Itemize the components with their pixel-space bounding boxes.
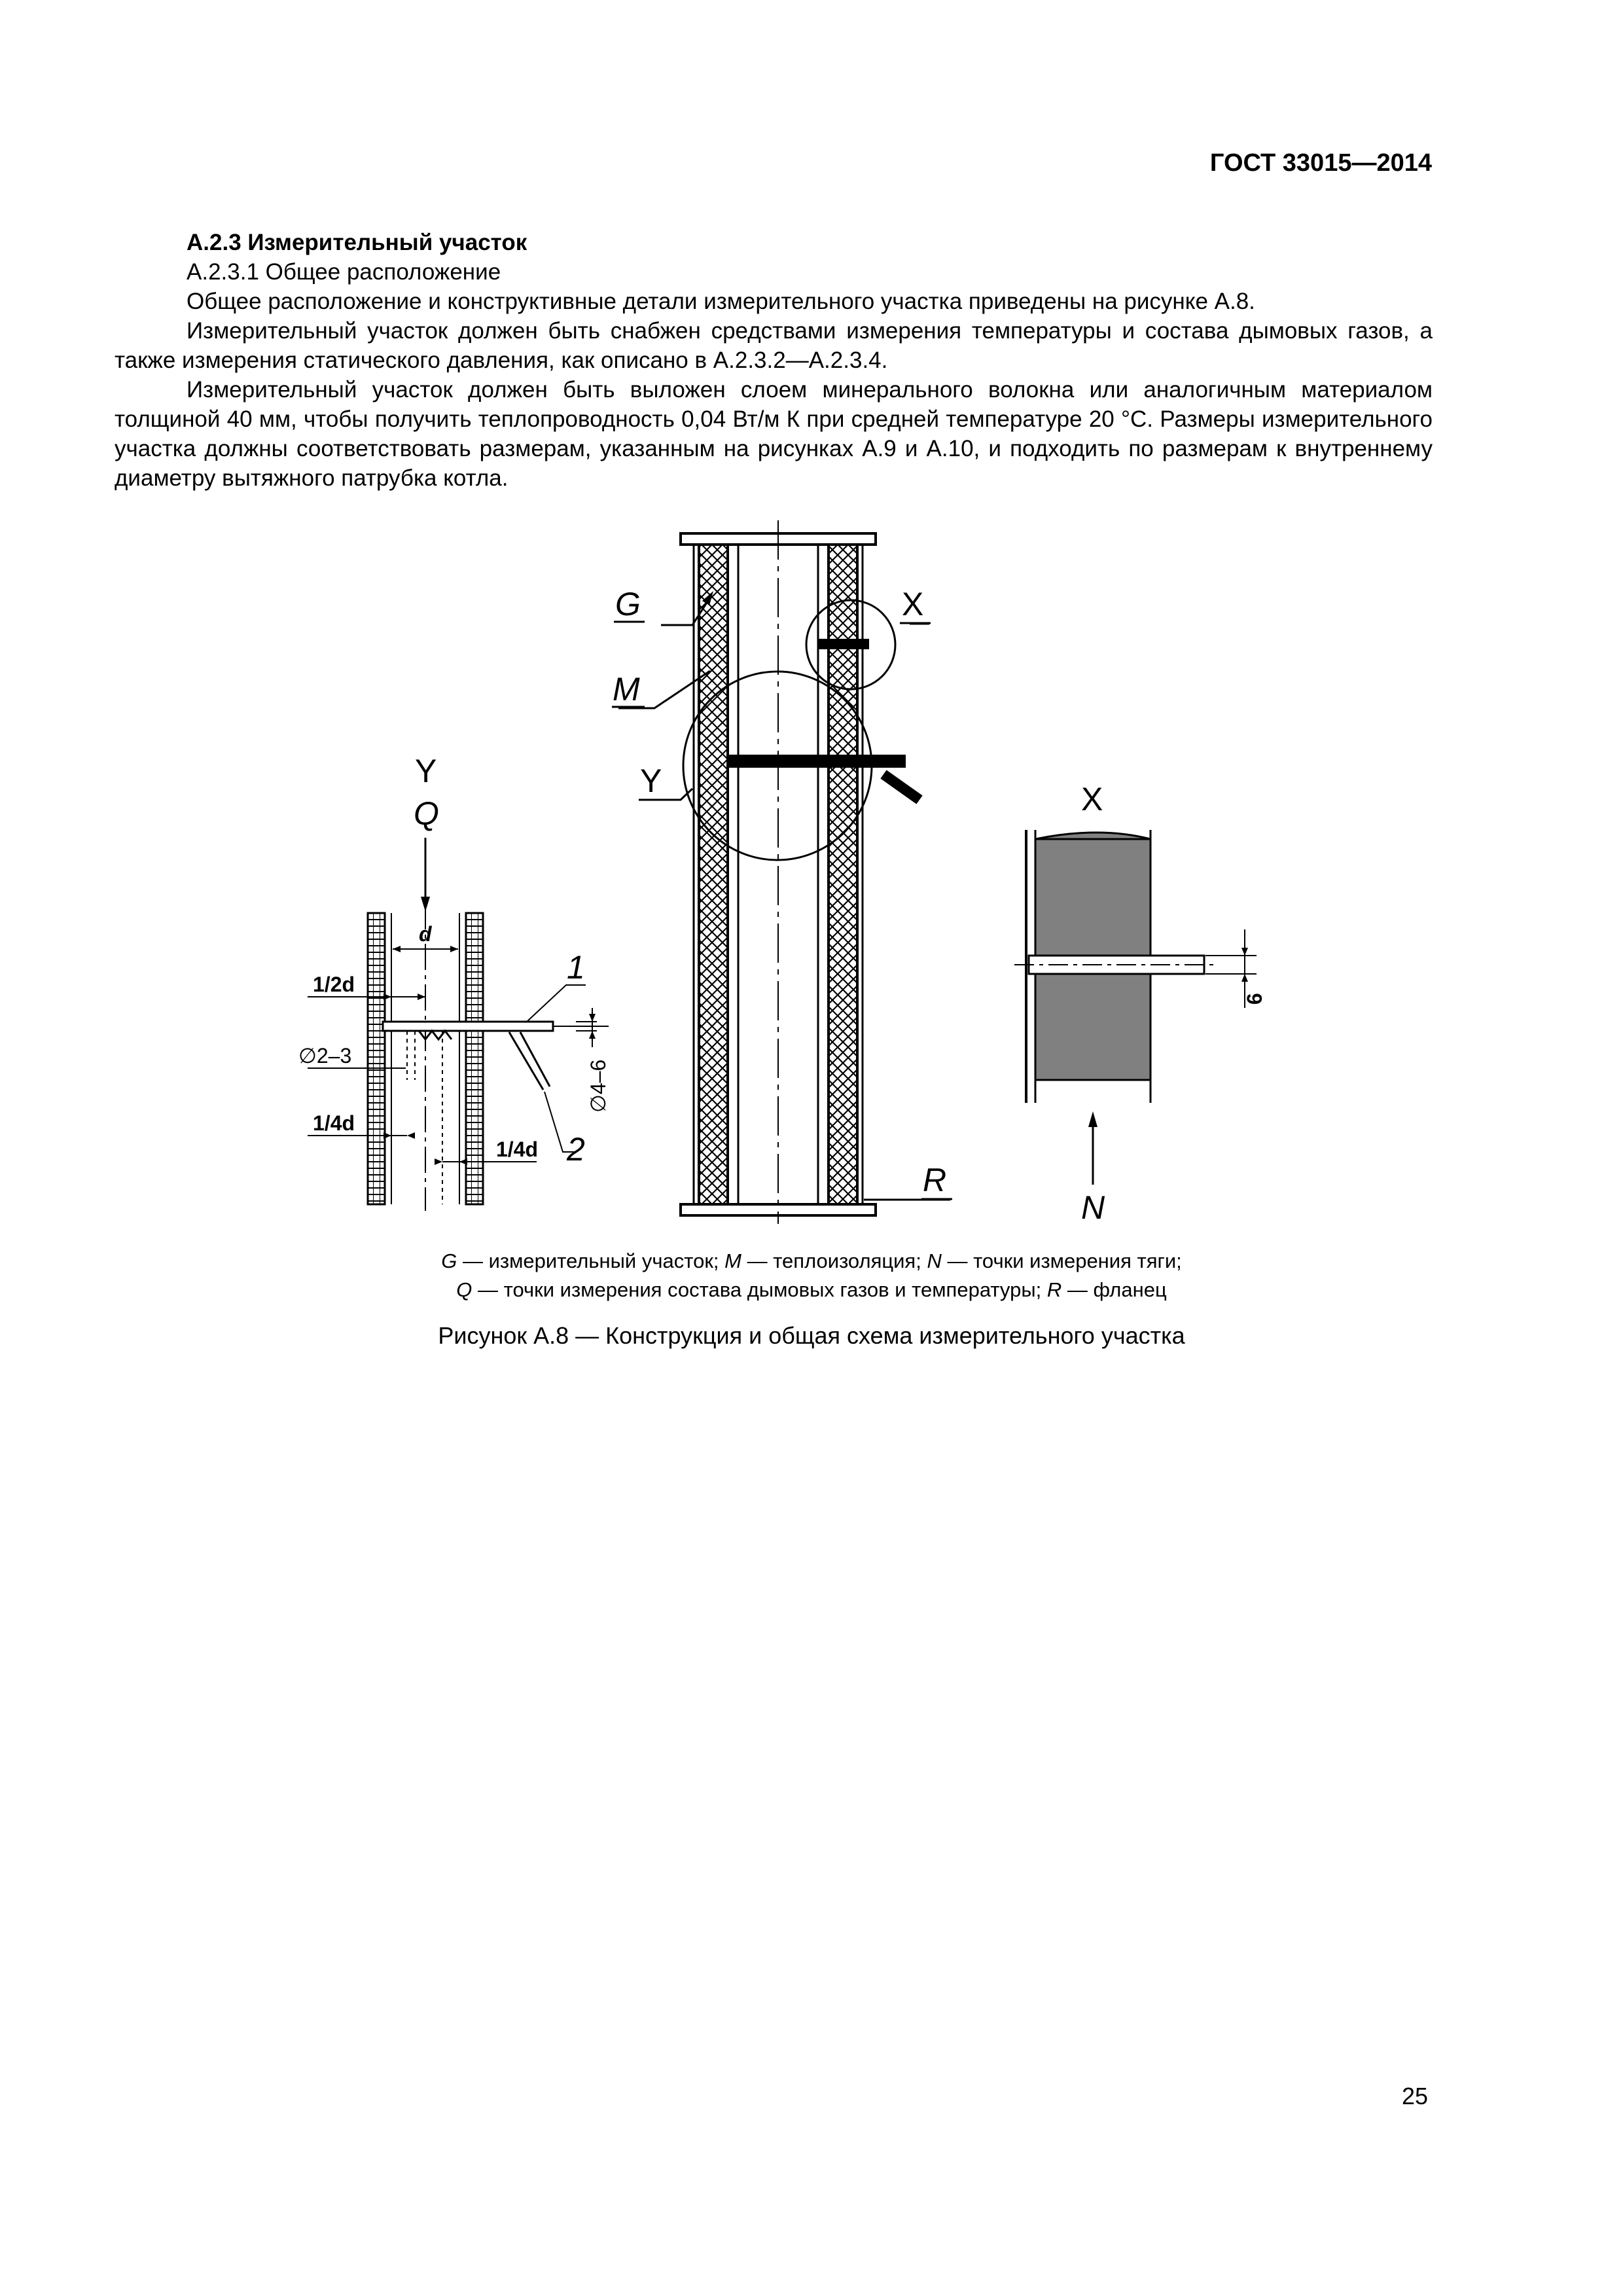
legend-line-1 [0,1247,1623,1276]
legend-text: — точки измерения тяги; [941,1249,1182,1272]
legend-key: N [927,1249,942,1272]
label-6: 6 [1243,993,1266,1005]
legend-key: M [724,1249,741,1272]
label-half-d: 1/2d [313,973,355,996]
legend-line-2 [0,1276,1623,1304]
label-quarter-d-left: 1/4d [313,1111,355,1135]
detail-x [1014,830,1257,1185]
legend-text: — точки измерения состава дымовых газов и температуры; [472,1278,1047,1301]
legend-text: — измерительный участок; [457,1249,725,1272]
label-r: R [923,1162,947,1198]
legend-key: G [441,1249,457,1272]
main-section [618,520,950,1224]
label-y-detail: Y [415,753,437,789]
label-d: d [419,922,432,946]
detail-y [308,838,609,1211]
legend-key: R [1046,1278,1062,1301]
label-g: G [615,586,641,622]
insulation-left [699,545,728,1204]
label-q: Q [414,795,439,832]
page-number: 25 [1401,2083,1428,2109]
paragraph: Измерительный участок должен быть снабжен средствами измерения температуры и состава дымовых газов, а также измерения статического давления, как описано в А.2.3.2—А.2.3.4. [115,318,1433,373]
label-1: 1 [567,949,585,986]
legend-text: — теплоизоляция; [741,1249,927,1272]
figure-caption: Рисунок А.8 — Конструкция и общая схема измерительного участка [438,1322,1185,1349]
paragraph: Измерительный участок должен быть выложен слоем минерального волокна или аналогичным материалом толщиной 40 мм, чтобы получить теплопроводность 0,04 Вт/м К при средней температуре 20 °С. Размеры измерительного участка должны соответствовать размерам, указанным на рисунках А.9 и А.10, и подходить по размерам к внутреннему диаметру вытяжного патрубка котла. [115,377,1433,491]
section-heading: А.2.3 Измерительный участок [187,230,527,255]
label-diam-4-6: ∅4–6 [586,1059,610,1113]
label-2: 2 [567,1131,585,1168]
label-m: M [613,671,640,708]
legend-key: Q [456,1278,473,1301]
document-id: ГОСТ 33015—2014 [1209,149,1432,177]
label-n: N [1081,1189,1105,1226]
label-x-detail: X [1081,781,1103,817]
subsection-heading: А.2.3.1 Общее расположение [187,259,501,285]
label-diam-2-3: ∅2–3 [298,1044,352,1067]
legend-text: — фланец [1061,1278,1167,1301]
figure-legend [0,1247,1623,1304]
label-quarter-d-right: 1/4d [496,1138,539,1161]
label-y-main: Y [640,762,662,799]
paragraph: Общее расположение и конструктивные детали измерительного участка приведены на рисунке А.8. [187,289,1255,314]
label-x-main: X [902,586,924,622]
